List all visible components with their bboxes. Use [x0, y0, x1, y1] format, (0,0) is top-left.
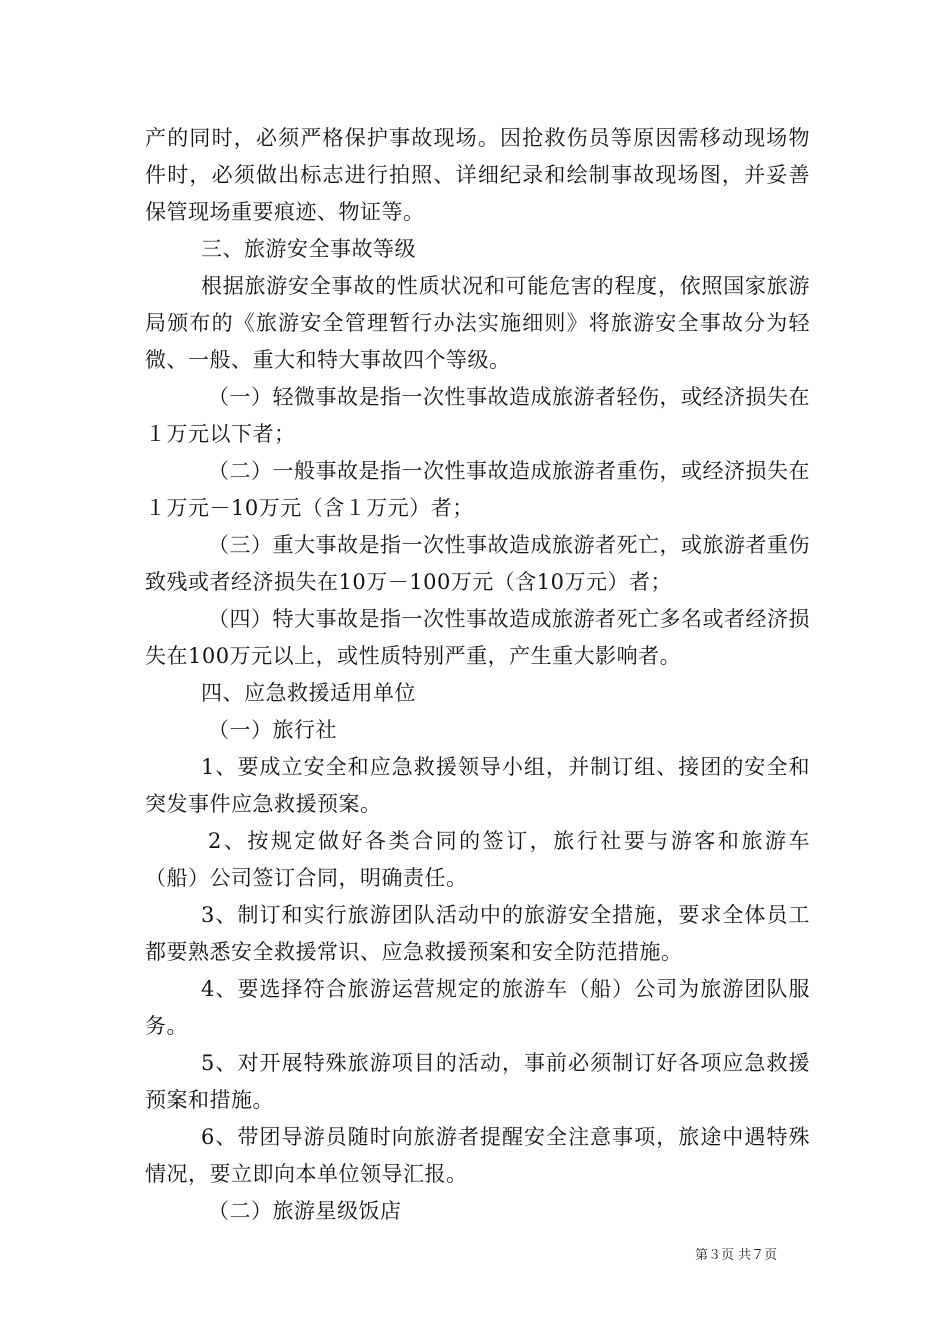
- list-item-1: 1、要成立安全和应急救援领导小组，并制订组、接团的安全和突发事件应急救援预案。: [145, 755, 810, 816]
- list-item-5: 5、对开展特殊旅游项目的活动，事前必须制订好各项应急救援预案和措施。: [145, 1051, 810, 1112]
- list-item-4: 4、要选择符合旅游运营规定的旅游车（船）公司为旅游团队服务。: [145, 977, 810, 1038]
- list-item-general-accident: （二）一般事故是指一次性事故造成旅游者重伤，或经济损失在１万元－10万元（含１万元）者；: [145, 459, 810, 520]
- document-body: [145, 120, 810, 1230]
- list-item-major-accident: （三）重大事故是指一次性事故造成旅游者死亡，或旅游者重伤致残或者经济损失在10万－100万元（含10万元）者；: [145, 533, 810, 594]
- subsection-heading-star-hotels: （二）旅游星级饭店: [208, 1199, 402, 1223]
- list-item-3: 3、制订和实行旅游团队活动中的旅游安全措施，要求全体员工都要熟悉安全救援常识、应急救援预案和安全防范措施。: [145, 903, 810, 964]
- section-heading-accident-levels: 三、旅游安全事故等级: [201, 237, 416, 261]
- page-number: 第３页 共７页: [695, 1248, 778, 1263]
- subsection-heading-travel-agency: （一）旅行社: [208, 718, 337, 742]
- paragraph-levels-intro: 根据旅游安全事故的性质状况和可能危害的程度，依照国家旅游局颁布的《旅游安全管理暂行办法实施细则》将旅游安全事故分为轻微、一般、重大和特大事故四个等级。: [145, 274, 810, 372]
- list-item-2: 2、按规定做好各类合同的签订，旅行社要与游客和旅游车（船）公司签订合同，明确责任。: [145, 829, 810, 890]
- list-item-6: 6、带团导游员随时向旅游者提醒安全注意事项，旅途中遇特殊情况，要立即向本单位领导汇报。: [145, 1125, 810, 1186]
- list-item-severe-accident: （四）特大事故是指一次性事故造成旅游者死亡多名或者经济损失在100万元以上，或性质特别严重，产生重大影响者。: [145, 607, 810, 668]
- list-item-minor-accident: （一）轻微事故是指一次性事故造成旅游者轻伤，或经济损失在１万元以下者；: [145, 385, 810, 446]
- section-heading-applicable-units: 四、应急救援适用单位: [201, 681, 416, 705]
- paragraph-continuation: 产的同时，必须严格保护事故现场。因抢救伤员等原因需移动现场物件时，必须做出标志进行拍照、详细纪录和绘制事故现场图，并妥善保管现场重要痕迹、物证等。: [145, 126, 810, 224]
